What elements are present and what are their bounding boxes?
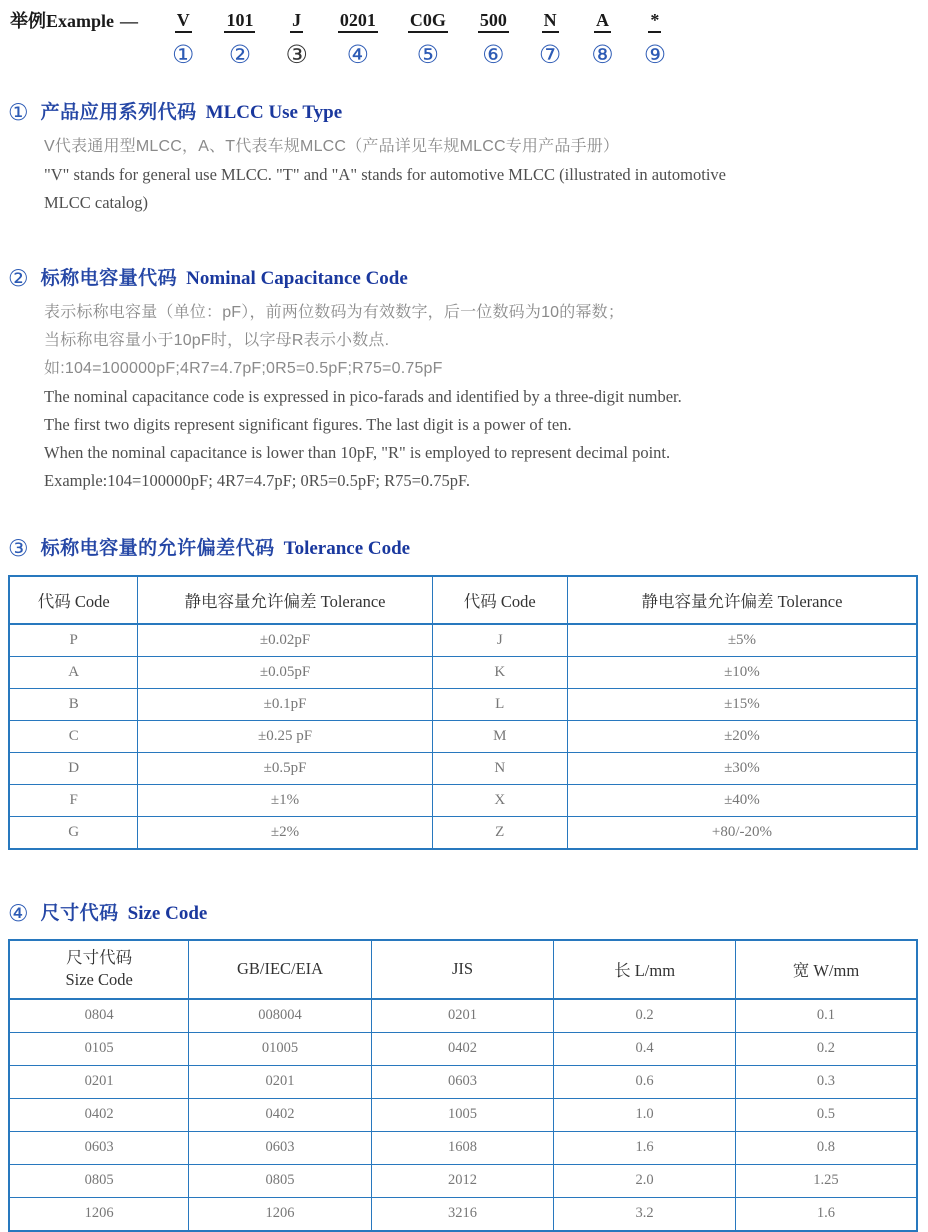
section2-text-cn-1: 表示标称电容量（单位：pF），前两位数码为有效数字，后一位数码为10的幂数； [44, 303, 625, 321]
section3-title-cn: 标称电容量的允许偏差代码 [40, 537, 275, 559]
table-cell: 0.1 [735, 999, 917, 1033]
table-cell: 0603 [189, 1131, 372, 1164]
column-header: 宽 W/mm [735, 940, 917, 999]
table-cell: D [9, 752, 138, 784]
table-cell: ±0.5pF [138, 752, 432, 784]
column-header: 代码 Code [9, 576, 138, 624]
table-cell: ±1% [138, 784, 432, 816]
section2-body [8, 299, 920, 495]
circled-number-1-icon: ① [172, 39, 195, 69]
table-cell: L [432, 688, 567, 720]
circled-number-4-icon: ④ [346, 39, 370, 69]
table-cell: 0.8 [735, 1131, 917, 1164]
table-cell: X [432, 784, 567, 816]
section1-title-cn: 产品应用系列代码 [40, 101, 197, 123]
section1-title-en: MLCC Use Type [205, 101, 343, 123]
column-header-cn: 尺寸代码 [66, 947, 133, 967]
table-cell: 0.6 [554, 1065, 736, 1098]
part-code: V [175, 10, 192, 33]
circled-3-icon: ③ [8, 535, 29, 562]
section4-title-en: Size Code [127, 902, 208, 924]
circled-number-3-icon: ③ [285, 39, 308, 69]
table-row [9, 1065, 917, 1098]
table-cell: ±2% [138, 816, 432, 849]
table-cell: G [9, 816, 138, 849]
column-header: 代码 Code [432, 576, 567, 624]
section1-text-en-2: MLCC catalog) [44, 192, 149, 212]
section3-title-en: Tolerance Code [283, 537, 411, 559]
column-header-en: Size Code [65, 970, 133, 990]
part-code: 500 [478, 10, 509, 33]
table-cell: 0.3 [735, 1065, 917, 1098]
table-cell: ±5% [567, 624, 917, 657]
section1-text-en-1: "V" stands for general use MLCC. "T" and "A" stands for automotive MLCC (illustrated in automotive [44, 164, 726, 184]
table-cell: ±40% [567, 784, 917, 816]
part-code: * [648, 10, 661, 33]
table-cell: 0402 [9, 1098, 189, 1131]
column-header: 静电容量允许偏差 Tolerance [567, 576, 917, 624]
section2-text-cn-3: 如:104=100000pF;4R7=4.7pF;0R5=0.5pF;R75=0.75pF [44, 359, 443, 377]
table-cell: 1206 [189, 1197, 372, 1231]
code-segment-4 [338, 10, 378, 67]
code-segment-6 [478, 10, 509, 67]
table-header-row [9, 940, 917, 999]
table-row [9, 720, 917, 752]
column-header: GB/IEC/EIA [189, 940, 372, 999]
table-cell: ±15% [567, 688, 917, 720]
column-header: 静电容量允许偏差 Tolerance [138, 576, 432, 624]
part-code: N [542, 10, 559, 33]
code-segment-2 [224, 10, 255, 67]
section2-text-cn-2: 当标称电容量小于10pF时，以字母R表示小数点. [44, 331, 390, 349]
circled-4-icon: ④ [8, 900, 29, 927]
section2-title-en: Nominal Capacitance Code [186, 267, 408, 289]
table-cell: 008004 [189, 999, 372, 1033]
table-cell: 1.0 [554, 1098, 736, 1131]
section2-title-cn: 标称电容量代码 [40, 267, 178, 289]
table-cell: 1.25 [735, 1164, 917, 1197]
circled-number-5-icon: ⑤ [416, 39, 440, 69]
tolerance-code-table [8, 575, 918, 850]
table-cell: 2012 [371, 1164, 554, 1197]
table-cell: +80/-20% [567, 816, 917, 849]
table-row [9, 1032, 917, 1065]
table-cell: 0.2 [735, 1032, 917, 1065]
table-cell: 1.6 [735, 1197, 917, 1231]
circled-number-8-icon: ⑧ [591, 39, 614, 69]
table-row [9, 1131, 917, 1164]
table-cell: Z [432, 816, 567, 849]
table-cell: 3.2 [554, 1197, 736, 1231]
table-row [9, 656, 917, 688]
table-row [9, 1164, 917, 1197]
table-cell: P [9, 624, 138, 657]
table-cell: C [9, 720, 138, 752]
example-label-cn: 举例 [10, 11, 46, 31]
code-segment-3 [285, 10, 307, 67]
table-row [9, 784, 917, 816]
part-code-segments [172, 10, 666, 67]
code-segment-7 [539, 10, 561, 67]
table-cell: ±10% [567, 656, 917, 688]
section2-text-en-2: The first two digits represent significant figures. The last digit is a power of ten. [44, 414, 572, 434]
table-cell: A [9, 656, 138, 688]
part-code: 0201 [338, 10, 378, 33]
table-cell: 0.5 [735, 1098, 917, 1131]
section4-heading [8, 898, 920, 925]
table-cell: 01005 [189, 1032, 372, 1065]
table-cell: 0804 [9, 999, 189, 1033]
table-cell: B [9, 688, 138, 720]
table-row [9, 752, 917, 784]
table-row [9, 1197, 917, 1231]
table-row [9, 816, 917, 849]
circled-number-6-icon: ⑥ [482, 39, 505, 69]
section2-text-en-3: When the nominal capacitance is lower than 10pF, "R" is employed to represent decimal point. [44, 442, 671, 462]
table-cell: 2.0 [554, 1164, 736, 1197]
table-cell: ±30% [567, 752, 917, 784]
table-cell: 0201 [189, 1065, 372, 1098]
table-cell: 1608 [371, 1131, 554, 1164]
example-dash: — [120, 11, 139, 31]
section1-body [8, 133, 920, 217]
table-cell: 0402 [371, 1032, 554, 1065]
part-code: J [290, 10, 303, 33]
table-cell: M [432, 720, 567, 752]
code-segment-9 [644, 10, 666, 67]
section3-heading [8, 533, 920, 560]
code-segment-5 [408, 10, 448, 67]
table-row [9, 999, 917, 1033]
table-cell: K [432, 656, 567, 688]
example-part-number-line [8, 10, 920, 67]
table-cell: 0201 [9, 1065, 189, 1098]
table-cell: N [432, 752, 567, 784]
table-cell: 0201 [371, 999, 554, 1033]
column-header: 长 L/mm [554, 940, 736, 999]
circled-1-icon: ① [8, 99, 29, 126]
column-header [9, 940, 189, 999]
table-cell: 0105 [9, 1032, 189, 1065]
section2-text-en-4: Example:104=100000pF; 4R7=4.7pF; 0R5=0.5pF; R75=0.75pF. [44, 470, 470, 490]
circled-2-icon: ② [8, 265, 29, 292]
section1-text-cn: V代表通用型MLCC，A、T代表车规MLCC（产品详见车规MLCC专用产品手册） [44, 137, 620, 155]
section2-heading [8, 263, 920, 290]
circled-number-9-icon: ⑨ [643, 39, 667, 69]
table-cell: J [432, 624, 567, 657]
table-row [9, 688, 917, 720]
table-cell: 0603 [371, 1065, 554, 1098]
example-label [10, 10, 138, 33]
table-cell: ±20% [567, 720, 917, 752]
table-cell: ±0.05pF [138, 656, 432, 688]
table-cell: 0805 [9, 1164, 189, 1197]
section2-text-en-1: The nominal capacitance code is expressed in pico-farads and identified by a three-digit number. [44, 386, 682, 406]
section1-heading [8, 97, 920, 124]
column-header: JIS [371, 940, 554, 999]
code-segment-1 [172, 10, 194, 67]
table-cell: 1005 [371, 1098, 554, 1131]
section4-title-cn: 尺寸代码 [40, 902, 119, 924]
table-cell: 0402 [189, 1098, 372, 1131]
table-row [9, 1098, 917, 1131]
table-cell: 1.6 [554, 1131, 736, 1164]
part-code: C0G [408, 10, 448, 33]
part-code: A [594, 10, 611, 33]
table-cell: ±0.02pF [138, 624, 432, 657]
table-cell: 1206 [9, 1197, 189, 1231]
table-row [9, 624, 917, 657]
table-cell: 0603 [9, 1131, 189, 1164]
table-cell: 3216 [371, 1197, 554, 1231]
table-cell: ±0.1pF [138, 688, 432, 720]
table-cell: 0.4 [554, 1032, 736, 1065]
circled-number-2-icon: ② [228, 39, 252, 69]
table-header-row [9, 576, 917, 624]
circled-number-7-icon: ⑦ [538, 39, 562, 69]
example-label-en: Example [46, 11, 115, 31]
table-cell: 0805 [189, 1164, 372, 1197]
table-cell: ±0.25 pF [138, 720, 432, 752]
table-cell: F [9, 784, 138, 816]
part-code: 101 [224, 10, 255, 33]
code-segment-8 [591, 10, 613, 67]
table-cell: 0.2 [554, 999, 736, 1033]
size-code-table [8, 939, 918, 1232]
